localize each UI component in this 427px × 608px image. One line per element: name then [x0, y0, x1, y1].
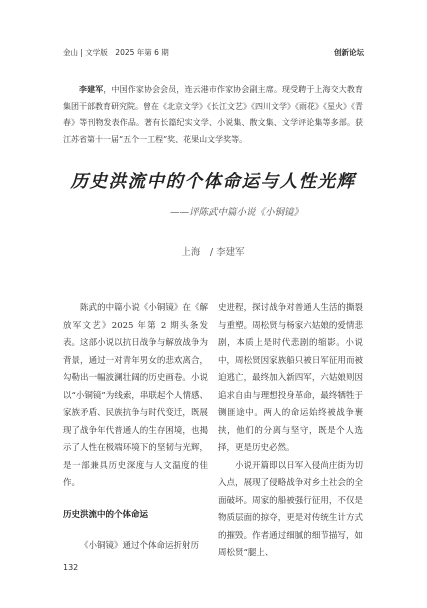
journal-issue-header: 金山 | 文学版 2025 年第 6 期: [63, 48, 169, 57]
paragraph-section-start: 《小铜镜》通过个体命运折射历: [80, 541, 200, 551]
article-author: 上海 / 李建军: [181, 247, 245, 258]
section-heading: 历史洪流中的个体命运: [63, 509, 149, 520]
author-bio: [63, 82, 363, 148]
section-name-header: 创新论坛: [334, 48, 364, 57]
paragraph-intro: 陈武的中篇小说《小铜镜》在《解放军文艺》2025 年第 2 期头条发表。这部小说以抗日战争与解放战争为背景，通过一对青年男女的悲欢离合，勾勒出一幅波澜壮阔的历史画卷。小说以“小铜镜”为线索，串联起个人情感、家族矛盾、民族抗争与时代变迁，既展现了战争年代普通人的生存困境，也揭示了人性在极端环境下的坚韧与光辉，是一部兼具历史深度与人文温度的佳作。: [63, 303, 208, 488]
left-column: [63, 300, 208, 556]
paragraph-continued: 史进程，探讨战争对普通人生活的撕裂与重塑。周松贤与杨家六姑娘的爱情悲剧，本质上是时代悲剧的缩影。小说中，周松贤因家族船只被日军征用而被迫逃亡，最终加入新四军，六姑娘则因追求自由与理想投身革命，最终牺牲于铡匪途中。两人的命运始终被战争裹挟，他们的分离与坚守，既是个人选择，更是历史必然。: [218, 303, 363, 453]
article-title: 历史洪流中的个体命运与人性光辉: [70, 172, 356, 192]
page-number: 132: [63, 563, 79, 572]
article-subtitle: ——评陈武中篇小说《小铜镜》: [169, 207, 303, 218]
bio-text: ，中国作家协会会员，连云港市作家协会副主席。现受聘于上海交大教育集团干部教育研究院。曾在《北京文学》《长江文艺》《四川文学》《雨花》《星火》《青春》等刊物发表作品。著有长篇纪实文学、小说集、散文集、文学评论集等多部。获江苏省第十一届“五个一工程”奖、花果山文学奖等。: [63, 85, 364, 144]
paragraph-body: 小说开篇即以日军入侵尚庄街为切入点，展现了侵略战争对乡土社会的全面破坏。周家的船被强行征用，不仅是物质层面的掠夺，更是对传统生计方式的摧毁。作者通过细腻的细节描写，如周松贤“腿上、: [218, 460, 363, 558]
bio-name: 李建军: [79, 85, 104, 94]
right-column: [218, 300, 363, 563]
